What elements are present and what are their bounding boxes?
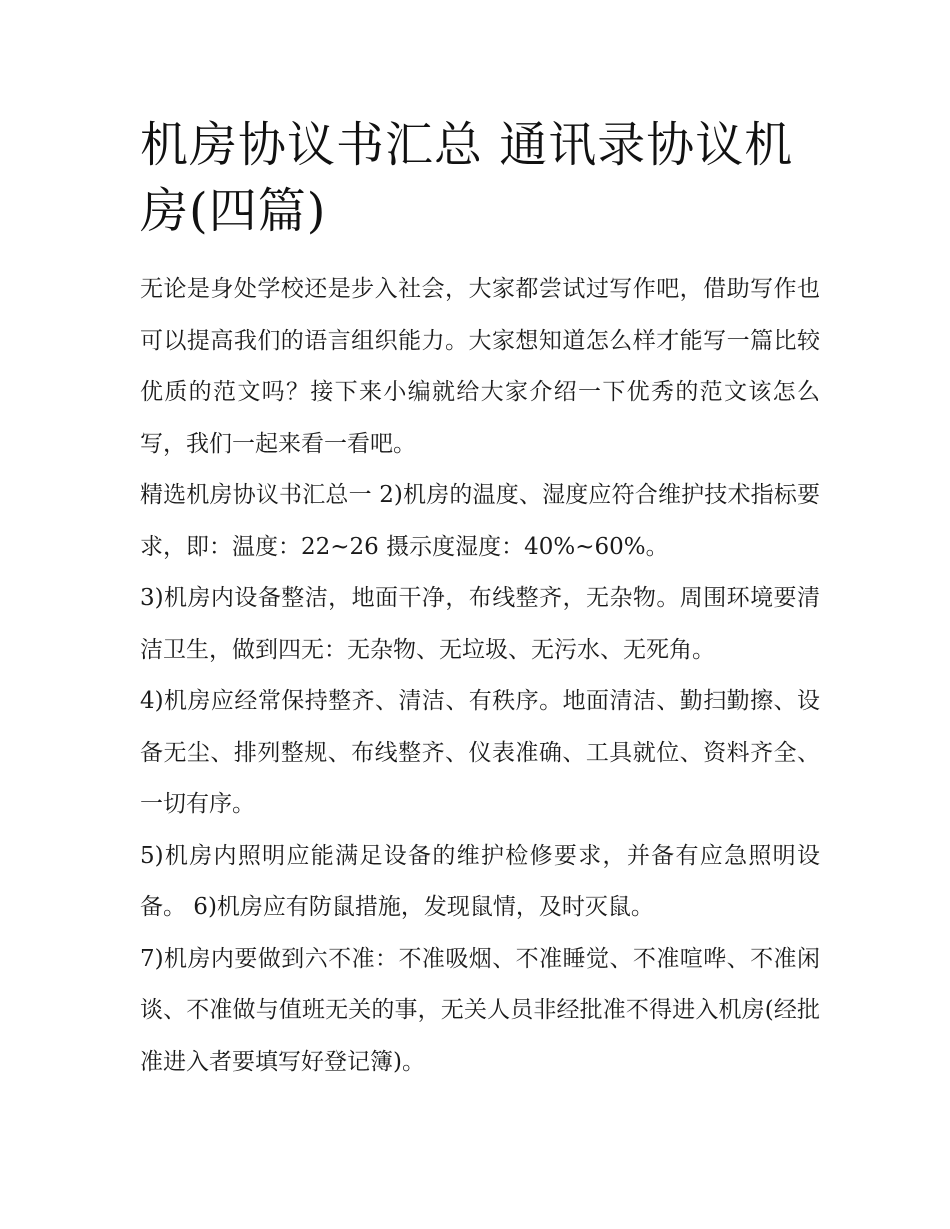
paragraph-7: 7)机房内要做到六不准：不准吸烟、不准睡觉、不准喧哗、不准闲谈、不准做与值班无关的事，无关人员非经批准不得进入机房(经批准进入者要填写好登记簿)。 [140, 945, 820, 1075]
paragraph-4: 4)机房应经常保持整齐、清洁、有秩序。地面清洁、勤扫勤擦、设备无尘、排列整规、布线整齐、仪表准确、工具就位、资料齐全、一切有序。 [140, 688, 820, 817]
paragraph-3: 3)机房内设备整洁，地面干净，布线整齐，无杂物。周围环境要清洁卫生，做到四无：无杂物、无垃圾、无污水、无死角。 [140, 585, 820, 663]
intro-paragraph: 无论是身处学校还是步入社会，大家都尝试过写作吧，借助写作也可以提高我们的语言组织能力。大家想知道怎么样才能写一篇比较优质的范文吗？接下来小编就给大家介绍一下优秀的范文该怎么写，我们一起来看一看吧。 [140, 276, 820, 457]
paragraph-5: 5)机房内照明应能满足设备的维护检修要求，并备有应急照明设备。 6)机房应有防鼠措施，发现鼠情，及时灭鼠。 [140, 842, 820, 920]
document-page [140, 112, 820, 1088]
document-title: 机房协议书汇总 通讯录协议机房(四篇) [140, 117, 794, 239]
paragraph-2: 精选机房协议书汇总一 2)机房的温度、湿度应符合维护技术指标要求，即：温度：22~26 摄示度湿度：40%~60%。 [140, 482, 820, 560]
